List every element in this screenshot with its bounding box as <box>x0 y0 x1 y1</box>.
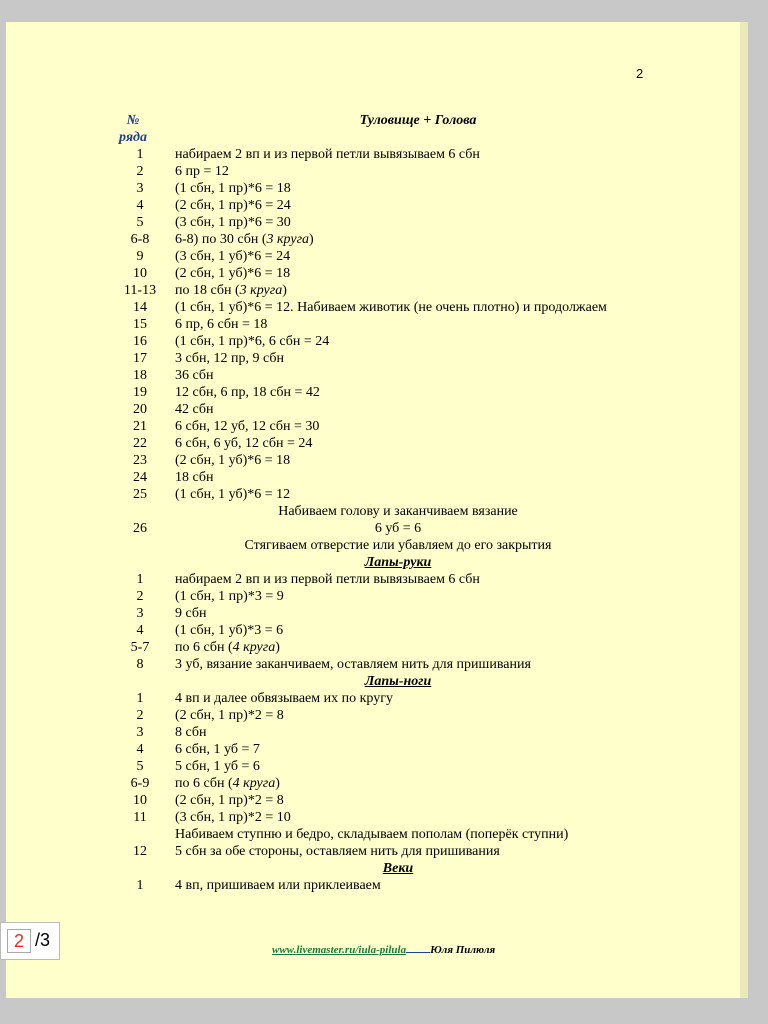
row-instruction <box>175 486 290 503</box>
row-instruction <box>175 435 312 452</box>
table-row <box>108 299 668 316</box>
row-instruction <box>175 316 267 333</box>
table-row <box>108 452 668 469</box>
row-instruction <box>175 197 291 214</box>
section-title-legs-text: Лапы-ноги <box>364 674 432 689</box>
row-instruction-italic: 4 круга <box>232 776 276 791</box>
legs-rows <box>108 690 668 860</box>
eyelids-rows <box>108 877 668 894</box>
row-number: 4 <box>136 198 144 213</box>
row-instruction <box>175 622 283 639</box>
page-number: 2 <box>636 66 644 81</box>
row-instruction <box>175 248 290 265</box>
row-number: 6-8 <box>130 232 150 247</box>
row-number: 2 <box>136 708 144 723</box>
row-instruction-text: (3 сбн, 1 уб)*6 = 24 <box>175 249 291 264</box>
row-instruction-end: ) <box>282 283 287 298</box>
table-row <box>108 367 668 384</box>
table-row <box>108 707 668 724</box>
row-instruction-text: по 18 сбн ( <box>175 283 240 298</box>
row-instruction <box>175 180 291 197</box>
row-number: 18 <box>133 368 147 383</box>
table-row <box>108 520 668 537</box>
row-instruction-text: (1 сбн, 1 уб)*3 = 6 <box>175 623 284 638</box>
row-instruction <box>175 401 214 418</box>
table-row <box>108 690 668 707</box>
body-rows <box>108 146 668 503</box>
table-row <box>108 265 668 282</box>
row-number: 22 <box>133 436 147 451</box>
table-row <box>108 146 668 163</box>
row-number: 2 <box>136 589 144 604</box>
row-number: 11 <box>133 810 147 825</box>
row-instruction <box>175 758 260 775</box>
table-row <box>108 639 668 656</box>
row-instruction <box>175 656 531 673</box>
row-number: 10 <box>133 266 147 281</box>
row-instruction <box>175 775 280 792</box>
body-note-close: Стягиваем отверстие или убавляем до его закрытия <box>244 538 552 553</box>
row-instruction-text: 4 вп, пришиваем или приклеиваем <box>175 878 381 893</box>
table-row <box>108 180 668 197</box>
table-row <box>108 231 668 248</box>
row-number: 19 <box>133 385 147 400</box>
row-instruction-text: (1 сбн, 1 уб)*6 = 12 <box>175 487 291 502</box>
row-number: 8 <box>136 657 144 672</box>
row-number: 1 <box>136 878 144 893</box>
section-title-eyelids <box>108 860 688 877</box>
row-instruction <box>175 469 214 486</box>
row-number: 26 <box>133 521 147 536</box>
row-instruction <box>175 333 329 350</box>
row-number: 5 <box>136 759 144 774</box>
row-instruction-text: (1 сбн, 1 пр)*6, 6 сбн = 24 <box>175 334 330 349</box>
row-instruction <box>175 741 260 758</box>
row-instruction-text: 12 сбн, 6 пр, 18 сбн = 42 <box>175 385 320 400</box>
row-number: 2 <box>136 164 144 179</box>
row-number: 24 <box>133 470 147 485</box>
table-row <box>108 571 668 588</box>
row-instruction-text: (2 сбн, 1 пр)*2 = 8 <box>175 793 284 808</box>
body-note-stuff-head: Набиваем голову и заканчиваем вязание <box>278 504 518 519</box>
row-instruction <box>175 418 319 435</box>
row-instruction-end: ) <box>275 640 280 655</box>
row-instruction-text: (3 сбн, 1 пр)*2 = 10 <box>175 810 291 825</box>
footer-author: Юля Пилюля <box>430 944 496 956</box>
row-instruction-text: 8 сбн <box>175 725 207 740</box>
row-instruction-text: 18 сбн <box>175 470 214 485</box>
row-instruction-text: 5 сбн за обе стороны, оставляем нить для пришивания <box>175 844 500 859</box>
row-instruction-text: 6 сбн, 6 уб, 12 сбн = 24 <box>175 436 313 451</box>
table-row <box>108 843 668 860</box>
row-number-header <box>108 112 158 146</box>
row-instruction-text: 9 сбн <box>175 606 207 621</box>
table-row <box>108 486 668 503</box>
row-instruction <box>175 146 480 163</box>
row-number: 3 <box>136 725 144 740</box>
row-instruction <box>175 163 229 180</box>
table-row <box>108 877 668 894</box>
row-instruction-text: 3 сбн, 12 пр, 9 сбн <box>175 351 284 366</box>
row-number: 1 <box>136 691 144 706</box>
row-instruction <box>175 877 381 894</box>
row-instruction <box>175 265 290 282</box>
row-instruction <box>175 299 607 316</box>
row-instruction <box>175 792 284 809</box>
row-instruction-text: (2 сбн, 1 пр)*6 = 24 <box>175 198 291 213</box>
row-instruction-italic: 4 круга <box>232 640 276 655</box>
pattern-table <box>108 112 668 894</box>
row-number: 15 <box>133 317 147 332</box>
table-row <box>108 724 668 741</box>
row-instruction-text: 6-8) по 30 сбн ( <box>175 232 267 247</box>
table-row <box>108 248 668 265</box>
row-instruction <box>175 809 291 826</box>
row-instruction <box>175 231 314 248</box>
row-instruction-text: 6 пр = 12 <box>175 164 229 179</box>
row-number: 16 <box>133 334 147 349</box>
row-instruction-text: 4 вп и далее обвязываем их по кругу <box>175 691 393 706</box>
row-number: 3 <box>136 181 144 196</box>
row-instruction <box>175 826 568 843</box>
row-number: 1 <box>136 572 144 587</box>
row-instruction-italic: 3 круга <box>239 283 283 298</box>
table-row <box>108 418 668 435</box>
row-instruction-text: набираем 2 вп и из первой петли вывязываем 6 сбн <box>175 572 480 587</box>
table-row <box>108 792 668 809</box>
row-instruction <box>175 843 500 860</box>
row-number: 3 <box>136 606 144 621</box>
row-instruction-text: 36 сбн <box>175 368 214 383</box>
table-row <box>108 775 668 792</box>
row-number: 1 <box>136 147 144 162</box>
table-row <box>108 282 668 299</box>
row-number: 17 <box>133 351 147 366</box>
row-number: 5-7 <box>130 640 150 655</box>
row-instruction-end: ) <box>275 776 280 791</box>
page-footer <box>272 942 495 956</box>
table-row <box>108 333 668 350</box>
row-instruction-text: по 6 сбн ( <box>175 640 233 655</box>
row-instruction <box>175 639 280 656</box>
row-instruction-text: (1 сбн, 1 пр)*6 = 18 <box>175 181 291 196</box>
row-number: 23 <box>133 453 147 468</box>
row-number: 14 <box>133 300 147 315</box>
section-title-arms-text: Лапы-руки <box>364 555 432 570</box>
table-row <box>108 622 668 639</box>
row-number-header-part: № <box>126 113 140 128</box>
table-row <box>108 741 668 758</box>
total-pages: /3 <box>35 930 51 950</box>
row-instruction-text: 5 сбн, 1 уб = 6 <box>175 759 260 774</box>
row-number: 4 <box>136 623 144 638</box>
table-header <box>108 112 668 146</box>
row-instruction-text: 42 сбн <box>175 402 214 417</box>
row-instruction: 6 уб = 6 <box>374 521 422 536</box>
row-instruction-text: 3 уб, вязание заканчиваем, оставляем нить для пришивания <box>175 657 531 672</box>
row-instruction-text: по 6 сбн ( <box>175 776 233 791</box>
page-indicator <box>0 922 60 960</box>
row-number: 25 <box>133 487 147 502</box>
table-row <box>108 826 668 843</box>
row-number: 21 <box>133 419 147 434</box>
row-instruction <box>175 571 480 588</box>
table-row <box>108 401 668 418</box>
row-instruction-text: (2 сбн, 1 уб)*6 = 18 <box>175 453 291 468</box>
table-row <box>108 197 668 214</box>
row-instruction-text: Набиваем ступню и бедро, складываем пополам (поперёк ступни) <box>175 827 569 842</box>
row-instruction-italic: 3 круга <box>266 232 310 247</box>
row-instruction-text: (1 сбн, 1 пр)*3 = 9 <box>175 589 284 604</box>
table-row <box>108 214 668 231</box>
current-page-field[interactable]: 2 <box>7 929 31 953</box>
row-instruction-text: 6 пр, 6 сбн = 18 <box>175 317 268 332</box>
section-title-eyelids-text: Веки <box>382 861 414 876</box>
row-instruction-text: (2 сбн, 1 уб)*6 = 18 <box>175 266 291 281</box>
row-number: 5 <box>136 215 144 230</box>
table-row <box>108 758 668 775</box>
table-row <box>108 588 668 605</box>
row-instruction <box>175 605 207 622</box>
table-row <box>108 163 668 180</box>
row-instruction <box>175 282 287 299</box>
row-instruction-text: 6 сбн, 12 уб, 12 сбн = 30 <box>175 419 320 434</box>
row-instruction-text: (3 сбн, 1 пр)*6 = 30 <box>175 215 291 230</box>
row-instruction-text: (1 сбн, 1 уб)*6 = 12. Набиваем животик (не очень плотно) и продолжаем <box>175 300 607 315</box>
section-title-body: Туловище + Голова <box>359 113 477 128</box>
row-instruction <box>175 707 284 724</box>
footer-underline-gap <box>406 942 430 953</box>
row-instruction <box>175 214 291 231</box>
row-number: 11-13 <box>123 283 157 298</box>
table-row <box>108 605 668 622</box>
row-instruction <box>175 724 207 741</box>
section-title-arms <box>108 554 688 571</box>
arms-rows <box>108 571 668 673</box>
row-number: 4 <box>136 742 144 757</box>
row-instruction <box>175 367 214 384</box>
row-instruction-text: 6 сбн, 1 уб = 7 <box>175 742 260 757</box>
table-row <box>108 809 668 826</box>
row-instruction-text: набираем 2 вп и из первой петли вывязываем 6 сбн <box>175 147 480 162</box>
section-title-legs <box>108 673 688 690</box>
table-row <box>108 656 668 673</box>
table-row <box>108 350 668 367</box>
row-number: 6-9 <box>130 776 150 791</box>
page-shadow <box>740 22 748 998</box>
footer-link[interactable]: www.livemaster.ru/iula-pilula <box>272 944 407 956</box>
row-instruction-text: (2 сбн, 1 пр)*2 = 8 <box>175 708 284 723</box>
row-instruction <box>175 588 284 605</box>
row-instruction <box>175 384 320 401</box>
row-number: 9 <box>136 249 144 264</box>
row-number: 12 <box>133 844 147 859</box>
row-instruction <box>175 452 290 469</box>
row-instruction <box>175 690 393 707</box>
table-row <box>108 384 668 401</box>
row-number-header-part: ряда <box>119 130 147 145</box>
row-number: 20 <box>133 402 147 417</box>
row-instruction <box>175 350 284 367</box>
row-instruction-end: ) <box>309 232 314 247</box>
row-number: 10 <box>133 793 147 808</box>
table-row <box>108 469 668 486</box>
table-row <box>108 316 668 333</box>
table-row <box>108 435 668 452</box>
